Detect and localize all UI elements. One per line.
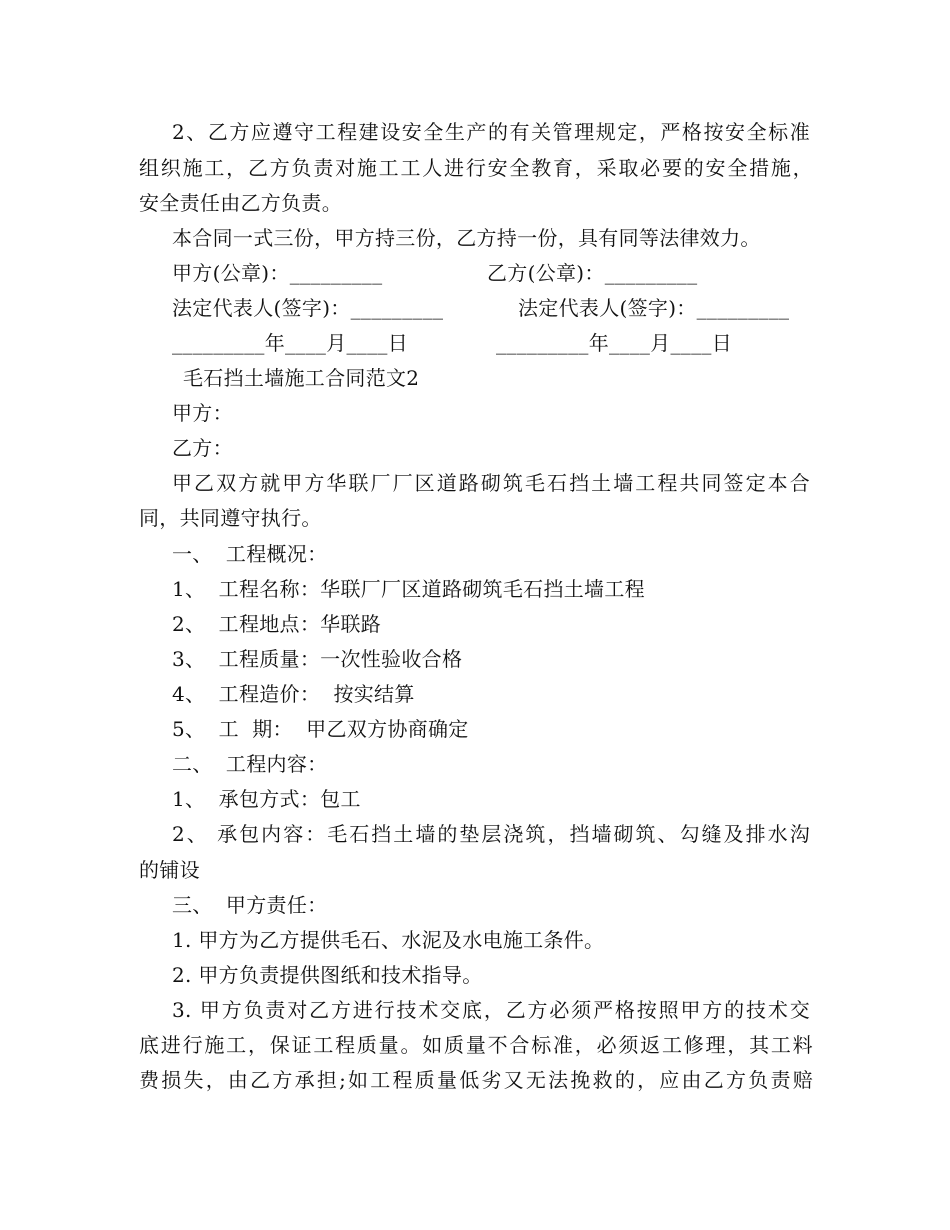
list-item: 2、 承包内容：毛石挡土墙的垫层浇筑，挡墙砌筑、勾缝及排水沟	[172, 822, 810, 846]
paragraph-line: 2、乙方应遵守工程建设安全生产的有关管理规定，严格按安全标准	[172, 120, 810, 144]
party-b-seal: 乙方(公章)：_________	[487, 261, 698, 285]
list-item: 1. 甲方为乙方提供毛石、水泥及水电施工条件。	[172, 928, 605, 952]
paragraph-line: 本合同一式三份，甲方持三份，乙方持一份，具有同等法律效力。	[172, 226, 761, 250]
paragraph-line: 的铺设	[139, 858, 200, 882]
heading-line: 三、 甲方责任：	[172, 893, 328, 917]
party-b-date: _________年____月____日	[496, 331, 732, 355]
paragraph-line: 安全责任由乙方负责。	[139, 191, 342, 215]
heading-line: 二、 工程内容：	[172, 752, 328, 776]
paragraph-line: 甲乙双方就甲方华联厂厂区道路砌筑毛石挡土墙工程共同签定本合	[172, 471, 810, 495]
list-item: 5、 工 期： 甲乙双方协商确定	[172, 717, 469, 741]
list-item: 2、 工程地点：华联路	[172, 612, 382, 636]
party-a-seal: 甲方(公章)：_________	[172, 261, 383, 285]
party-b-label: 乙方：	[172, 436, 233, 460]
section-title: 毛石挡土墙施工合同范文2	[183, 366, 420, 390]
list-item: 3. 甲方负责对乙方进行技术交底，乙方必须严格按照甲方的技术交	[172, 998, 810, 1022]
heading-line: 一、 工程概况：	[172, 542, 328, 566]
party-a-date: _________年____月____日	[172, 331, 408, 355]
party-b-representative: 法定代表人(签字)：_________	[518, 296, 790, 320]
list-item: 1、 承包方式：包工	[172, 787, 361, 811]
party-a-label: 甲方：	[172, 401, 233, 425]
list-item: 4、 工程造价： 按实结算	[172, 682, 415, 706]
list-item: 3、 工程质量：一次性验收合格	[172, 647, 463, 671]
party-a-representative: 法定代表人(签字)：_________	[172, 296, 444, 320]
paragraph-line: 底进行施工，保证工程质量。如质量不合标准，必须返工修理，其工料	[139, 1033, 813, 1057]
paragraph-line: 费损失，由乙方承担;如工程质量低劣又无法挽救的，应由乙方负责赔	[139, 1068, 813, 1092]
list-item: 2. 甲方负责提供图纸和技术指导。	[172, 963, 483, 987]
list-item: 1、 工程名称：华联厂厂区道路砌筑毛石挡土墙工程	[172, 577, 645, 601]
paragraph-line: 组织施工，乙方负责对施工工人进行安全教育，采取必要的安全措施，	[139, 156, 813, 180]
paragraph-line: 同，共同遵守执行。	[139, 506, 322, 530]
